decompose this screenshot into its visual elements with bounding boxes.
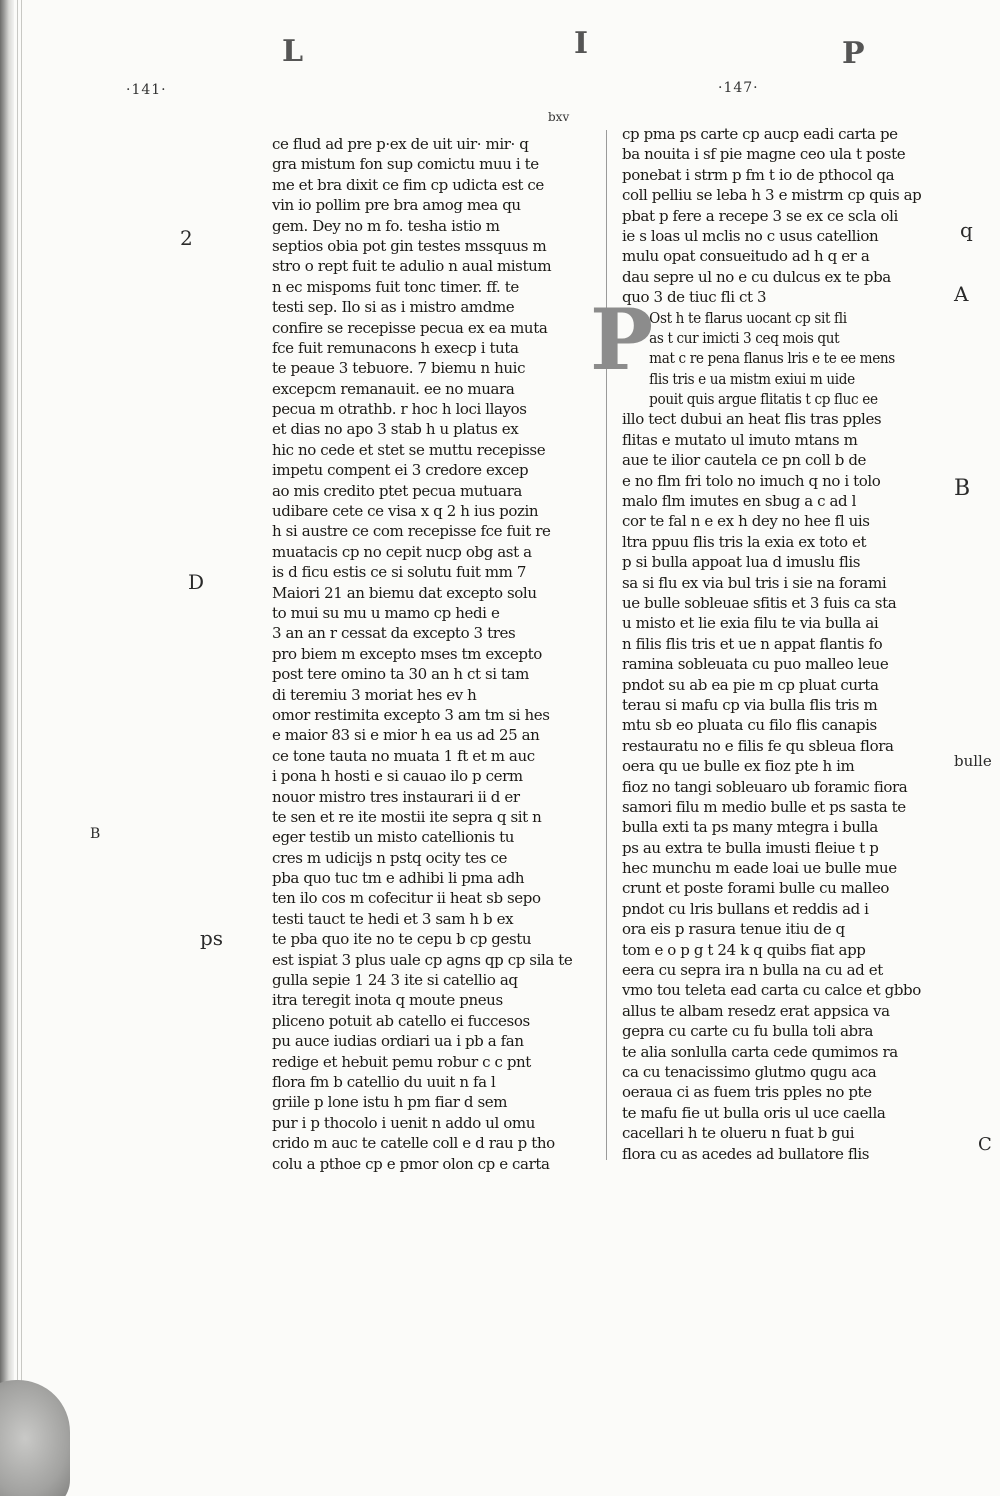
manuscript-line: e no flm fri tolo no imuch q no i tolo <box>622 471 881 490</box>
manuscript-line: septios obia pot gin testes mssquus m <box>272 236 547 255</box>
decorated-initial-p: P <box>590 290 654 389</box>
margin-note-b-left: B <box>90 826 101 842</box>
manuscript-line: ten ilo cos m cofecitur ii heat sb sepo <box>272 889 541 908</box>
manuscript-line: allus te albam resedz erat appsica va <box>622 1001 890 1020</box>
manuscript-line: nouor mistro tres instaurari ii d er <box>272 787 520 806</box>
manuscript-line: te mafu fie ut bulla oris ul uce caella <box>622 1103 886 1122</box>
manuscript-line: testi tauct te hedi et 3 sam h b ex <box>272 909 514 928</box>
thumb-holding-page <box>0 1380 70 1496</box>
manuscript-line: ps au extra te bulla imusti fleiue t p <box>622 838 879 857</box>
manuscript-line: pouit quis argue flitatis t cp fluc ee <box>649 390 878 409</box>
manuscript-line: ltra ppuu flis tris la exia ex toto et <box>622 532 867 551</box>
manuscript-line: e maior 83 si e mior h ea us ad 25 an <box>272 726 540 745</box>
manuscript-line: flitas e mutato ul imuto mtans m <box>622 430 858 449</box>
manuscript-line: cres m udicijs n pstq ocity tes ce <box>272 848 507 867</box>
manuscript-line: 3 an an r cessat da excepto 3 tres <box>272 624 516 643</box>
manuscript-line: sa si flu ex via bul tris i sie na forami <box>622 573 887 592</box>
manuscript-line: oeraua ci as fuem tris pples no pte <box>622 1083 872 1102</box>
manuscript-line: u misto et lie exia filu te via bulla ai <box>622 614 879 633</box>
manuscript-line: Maiori 21 an biemu dat excepto solu <box>272 583 537 602</box>
running-head-left: L <box>282 34 304 69</box>
manuscript-line: muatacis cp no cepit nucp obg ast a <box>272 542 532 561</box>
margin-note-r: 2 <box>180 226 193 250</box>
manuscript-line: crido m auc te catelle coll e d rau p tho <box>272 1134 555 1153</box>
manuscript-line: fce fuit remunacons h execp i tuta <box>272 338 519 357</box>
margin-note-a: A <box>954 282 969 306</box>
folio-number-right: ·147· <box>718 80 759 96</box>
manuscript-line: ce tone tauta no muata 1 ft et m auc <box>272 746 535 765</box>
manuscript-line: ramina sobleuata cu puo malleo leue <box>622 655 889 674</box>
margin-note-q: q <box>960 218 973 242</box>
margin-note-ps: ps <box>200 926 224 950</box>
manuscript-line: ora eis p rasura tenue itiu de q <box>622 920 845 939</box>
page-edge-line <box>17 0 18 1400</box>
manuscript-line: flora cu as acedes ad bullatore flis <box>622 1144 870 1163</box>
manuscript-line: et dias no apo 3 stab h u platus ex <box>272 420 519 439</box>
manuscript-line: gulla sepie 1 24 3 ite si catellio aq <box>272 971 518 990</box>
manuscript-line: ba nouita i sf pie magne ceo ula t poste <box>622 145 906 164</box>
manuscript-line: te pba quo ite no te cepu b cp gestu <box>272 930 532 949</box>
manuscript-line: cacellari h te olueru n fuat b gui <box>622 1124 855 1143</box>
manuscript-line: flis tris e ua mistm exiui m uide <box>649 369 855 388</box>
manuscript-line: vin io pollim pre bra amog mea qu <box>272 196 521 215</box>
manuscript-line: post tere omino ta 30 an h ct si tam <box>272 665 530 684</box>
manuscript-line: pliceno potuit ab catello ei fuccesos <box>272 1011 530 1030</box>
manuscript-line: h si austre ce com recepisse fce fuit re <box>272 522 551 541</box>
manuscript-line: te peaue 3 tebuore. 7 biemu n huic <box>272 359 526 378</box>
manuscript-line: i pona h hosti e si cauao ilo p cerm <box>272 767 523 786</box>
manuscript-line: mat c re pena flanus lris e te ee mens <box>649 349 895 368</box>
manuscript-line: ponebat i strm p fm t io de pthocol qa <box>622 165 895 184</box>
manuscript-line: pu auce iudias ordiari ua i pb a fan <box>272 1032 524 1051</box>
manuscript-line: ca cu tenacissimo glutmo qugu aca <box>622 1062 877 1081</box>
manuscript-line: to mui su mu u mamo cp hedi e <box>272 603 500 622</box>
manuscript-line: ao mis credito ptet pecua mutuara <box>272 481 522 500</box>
manuscript-line: me et bra dixit ce fim cp udicta est ce <box>272 175 544 194</box>
left-text-column <box>272 134 592 1174</box>
manuscript-line: testi sep. Ilo si as i mistro amdme <box>272 298 515 317</box>
manuscript-line: gepra cu carte cu fu bulla toli abra <box>622 1022 874 1041</box>
manuscript-line: hic no cede et stet se muttu recepisse <box>272 440 546 459</box>
catchword: bxv <box>548 110 570 124</box>
manuscript-line: n filis flis tris et ue n appat flantis fo <box>622 634 883 653</box>
manuscript-line: samori filu m medio bulle et ps sasta te <box>622 797 906 816</box>
manuscript-line: aue te ilior cautela ce pn coll b de <box>622 451 867 470</box>
margin-note-d: D <box>188 570 205 594</box>
manuscript-line: colu a pthoe cp e pmor olon cp e carta <box>272 1154 550 1173</box>
manuscript-line: is d ficu estis ce si solutu fuit mm 7 <box>272 563 526 582</box>
manuscript-line: flora fm b catellio du uuit n fa l <box>272 1072 496 1091</box>
manuscript-line: pba quo tuc tm e adhibi li pma adh <box>272 869 525 888</box>
manuscript-line: te sen et re ite mostii ite sepra q sit n <box>272 807 542 826</box>
manuscript-line: hec munchu m eade loai ue bulle mue <box>622 859 897 878</box>
manuscript-line: te alia sonlulla carta cede qumimos ra <box>622 1042 898 1061</box>
manuscript-line: ue bulle sobleuae sfitis et 3 fuis ca sta <box>622 593 897 612</box>
manuscript-line: excepcm remanauit. ee no muara <box>272 379 515 398</box>
manuscript-line: oera qu ue bulle ex fioz pte h im <box>622 757 855 776</box>
manuscript-line: cp pma ps carte cp aucp eadi carta pe <box>622 125 898 143</box>
manuscript-line: eger testib un misto catellionis tu <box>272 828 515 847</box>
manuscript-line: n ec mispoms fuit tonc timer. ff. te <box>272 277 519 296</box>
manuscript-line: confire se recepisse pecua ex ea muta <box>272 318 548 337</box>
manuscript-line: p si bulla appoat lua d imuslu flis <box>622 553 861 572</box>
right-text-column <box>622 124 942 1164</box>
margin-note-bulle: bulle <box>954 752 992 770</box>
manuscript-line: pecua m otrathb. r hoc h loci llayos <box>272 400 527 419</box>
manuscript-line: mtu sb eo pluata cu filo flis canapis <box>622 716 877 735</box>
manuscript-line: eera cu sepra ira n bulla na cu ad et <box>622 961 883 980</box>
manuscript-line: malo flm imutes en sbug a c ad l <box>622 492 856 511</box>
manuscript-line: gem. Dey no m fo. tesha istio m <box>272 216 500 235</box>
margin-note-c: C <box>978 1134 992 1155</box>
column-ruling-line <box>606 130 607 1160</box>
folio-number-left: ·141· <box>126 82 167 98</box>
manuscript-line: mulu opat consueitudo ad h q er a <box>622 247 870 266</box>
manuscript-line: bulla exti ta ps many mtegra i bulla <box>622 818 878 837</box>
manuscript-line: pndot cu lris bullans et reddis ad i <box>622 899 869 918</box>
manuscript-line: terau si mafu cp via bulla flis tris m <box>622 695 878 714</box>
manuscript-line: pbat p fere a recepe 3 se ex ce scla oli <box>622 206 898 225</box>
manuscript-line: restauratu no e filis fe qu sbleua flora <box>622 736 894 755</box>
manuscript-line: coll pelliu se leba h 3 e mistrm cp quis ap <box>622 186 922 205</box>
manuscript-line: ce flud ad pre p·ex de uit uir· mir· q <box>272 135 529 153</box>
manuscript-line: ie s loas ul mclis no c usus catellion <box>622 226 879 245</box>
manuscript-line: pndot su ab ea pie m cp pluat curta <box>622 675 879 694</box>
manuscript-line: dau sepre ul no e cu dulcus ex te pba <box>622 267 891 286</box>
manuscript-line: gra mistum fon sup comictu muu i te <box>272 155 539 174</box>
manuscript-line: quo 3 de tiuc fli ct 3 <box>622 288 767 307</box>
manuscript-line: griile p lone istu h pm fiar d sem <box>272 1093 508 1112</box>
page-edge-shadow <box>0 0 14 1496</box>
manuscript-line: impetu compent ei 3 credore excep <box>272 461 529 480</box>
manuscript-line: udibare cete ce visa x q 2 h ius pozin <box>272 502 539 521</box>
margin-note-b: B <box>954 476 971 501</box>
manuscript-line: est ispiat 3 plus uale cp agns qp cp sila te <box>272 950 573 969</box>
manuscript-line: Ost h te flarus uocant cp sit fli <box>649 308 847 327</box>
manuscript-line: as t cur imicti 3 ceq mois qut <box>649 328 840 347</box>
manuscript-line: stro o rept fuit te adulio n aual mistum <box>272 257 552 276</box>
manuscript-line: redige et hebuit pemu robur c c pnt <box>272 1052 531 1071</box>
manuscript-line: pro biem m excepto mses tm excepto <box>272 644 542 663</box>
running-head-right: P <box>842 36 865 71</box>
running-head-center: I <box>574 26 589 61</box>
page-edge-line <box>21 0 22 1400</box>
manuscript-line: itra teregit inota q moute pneus <box>272 991 503 1010</box>
manuscript-line: cor te fal n e ex h dey no hee fl uis <box>622 512 870 531</box>
manuscript-line: omor restimita excepto 3 am tm si hes <box>272 705 550 724</box>
manuscript-line: illo tect dubui an heat flis tras pples <box>622 410 882 429</box>
manuscript-line: crunt et poste forami bulle cu malleo <box>622 879 890 898</box>
manuscript-line: pur i p thocolo i uenit n addo ul omu <box>272 1113 535 1132</box>
manuscript-line: fioz no tangi sobleuaro ub foramic fiora <box>622 777 908 796</box>
manuscript-line: di teremiu 3 moriat hes ev h <box>272 685 477 704</box>
manuscript-line: vmo tou teleta ead carta cu calce et gbbo <box>622 981 921 1000</box>
manuscript-line: tom e o p g t 24 k q quibs fiat app <box>622 940 866 959</box>
